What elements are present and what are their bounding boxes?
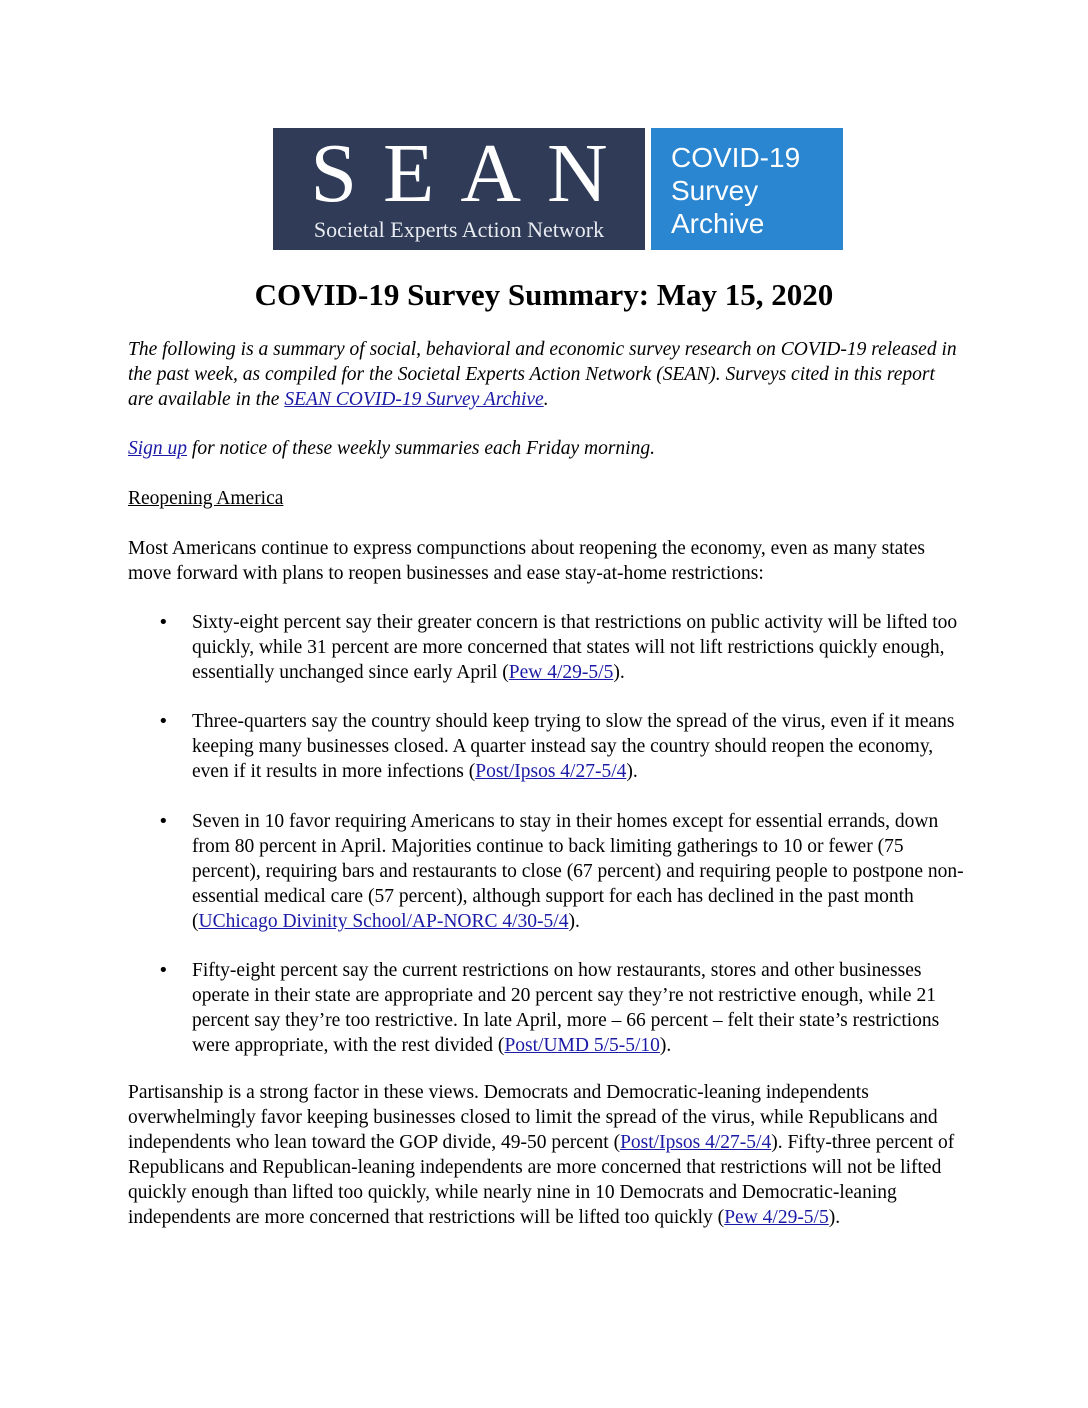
bullet-dot-icon: • xyxy=(158,960,169,981)
signup-text: for notice of these weekly summaries each Friday morning. xyxy=(187,438,655,459)
bullet-text: Seven in 10 favor requiring Americans to stay in their homes except for essential errands, down from 80 percent in April. Majorities continue to back limiting gatherings to 10 or fewer (75 percent), requiring bars and restaurants to close (67 percent) and requiring people to postpone non-essential medical care (57 percent), although support for each has declined in the past month ( xyxy=(192,811,964,932)
page-title: COVID-19 Survey Summary: May 15, 2020 xyxy=(254,277,834,312)
bullet-dot-icon: • xyxy=(158,811,169,832)
intro-paragraph xyxy=(128,337,964,412)
partisanship-text-3: ). xyxy=(828,1207,841,1228)
logo-main-text: SEAN xyxy=(310,127,634,220)
section-intro: Most Americans continue to express compunctions about reopening the economy, even as many states move forward with plans to reopen businesses and ease stay-at-home restrictions: xyxy=(128,538,925,584)
source-link[interactable]: Pew 4/29-5/5 xyxy=(724,1207,829,1228)
logo-left-panel xyxy=(273,128,645,250)
source-link[interactable]: Pew 4/29-5/5 xyxy=(508,662,614,683)
source-link[interactable]: Post/Ipsos 4/27-5/4 xyxy=(620,1132,772,1153)
source-link[interactable]: Post/Ipsos 4/27-5/4 xyxy=(475,761,627,782)
bullet-item xyxy=(158,809,964,934)
partisanship-paragraph xyxy=(128,1080,964,1230)
partisanship-text-2: ). Fifty-three percent of Republicans and Republican-leaning independents are more concerned that restrictions will not be lifted quickly enough than lifted too quickly, while nearly nine in 10 Democrats and Democratic-leaning independents are more concerned that restrictions will be lifted too quickly ( xyxy=(128,1132,955,1228)
bullet-text: Three-quarters say the country should keep trying to slow the spread of the virus, even if it means keeping many businesses closed. A quarter instead say the country should reopen the economy, even if it results in more infections ( xyxy=(192,711,955,782)
section-heading: Reopening America xyxy=(128,488,284,509)
bullet-dot-icon: • xyxy=(158,612,169,633)
intro-text-end: . xyxy=(543,389,549,410)
bullet-text: Sixty-eight percent say their greater concern is that restrictions on public activity will be lifted too quickly, while 31 percent are more concerned that states will not lift restrictions quickly enough, essentially unchanged since early April ( xyxy=(192,612,958,683)
logo-right-line-3: Archive xyxy=(671,208,765,239)
logo-right-line-1: COVID-19 xyxy=(671,142,801,173)
bullet-text: Fifty-eight percent say the current restrictions on how restaurants, stores and other businesses operate in their state are appropriate and 20 percent say they’re not restrictive enough, while 21 percent say they’re too restrictive. In late April, more – 66 percent – felt their state’s restrictions were appropriate, with the rest divided ( xyxy=(192,960,940,1056)
bullet-item xyxy=(158,610,964,685)
source-link[interactable]: Post/UMD 5/5-5/10 xyxy=(504,1035,660,1056)
signup-paragraph xyxy=(128,436,964,461)
source-link[interactable]: UChicago Divinity School/AP-NORC 4/30-5/4 xyxy=(198,911,569,932)
logo-right-panel xyxy=(651,128,843,250)
logo-subtitle: Societal Experts Action Network xyxy=(313,217,605,242)
intro-text: The following is a summary of social, behavioral and economic survey research on COVID-19 released in the past week, as compiled for the Societal Experts Action Network (SEAN). Surveys cited in this report are available in the xyxy=(128,339,957,410)
bullet-text-end: ). xyxy=(659,1035,672,1056)
bullet-item xyxy=(158,709,964,784)
bullet-text-end: ). xyxy=(626,761,638,782)
signup-link[interactable]: Sign up xyxy=(128,438,188,459)
bullet-item xyxy=(158,958,964,1058)
archive-link[interactable]: SEAN COVID-19 Survey Archive xyxy=(284,389,544,410)
logo-right-line-2: Survey xyxy=(671,175,759,206)
sean-logo xyxy=(273,128,843,250)
bullet-dot-icon: • xyxy=(158,711,169,732)
bullet-text-end: ). xyxy=(568,911,580,932)
bullet-text-end: ). xyxy=(613,662,625,683)
partisanship-text-1: Partisanship is a strong factor in these views. Democrats and Democratic-leaning independents overwhelmingly favor keeping businesses closed to limit the spread of the virus, while Republicans and independents who lean toward the GOP divide, 49-50 percent ( xyxy=(128,1082,938,1153)
